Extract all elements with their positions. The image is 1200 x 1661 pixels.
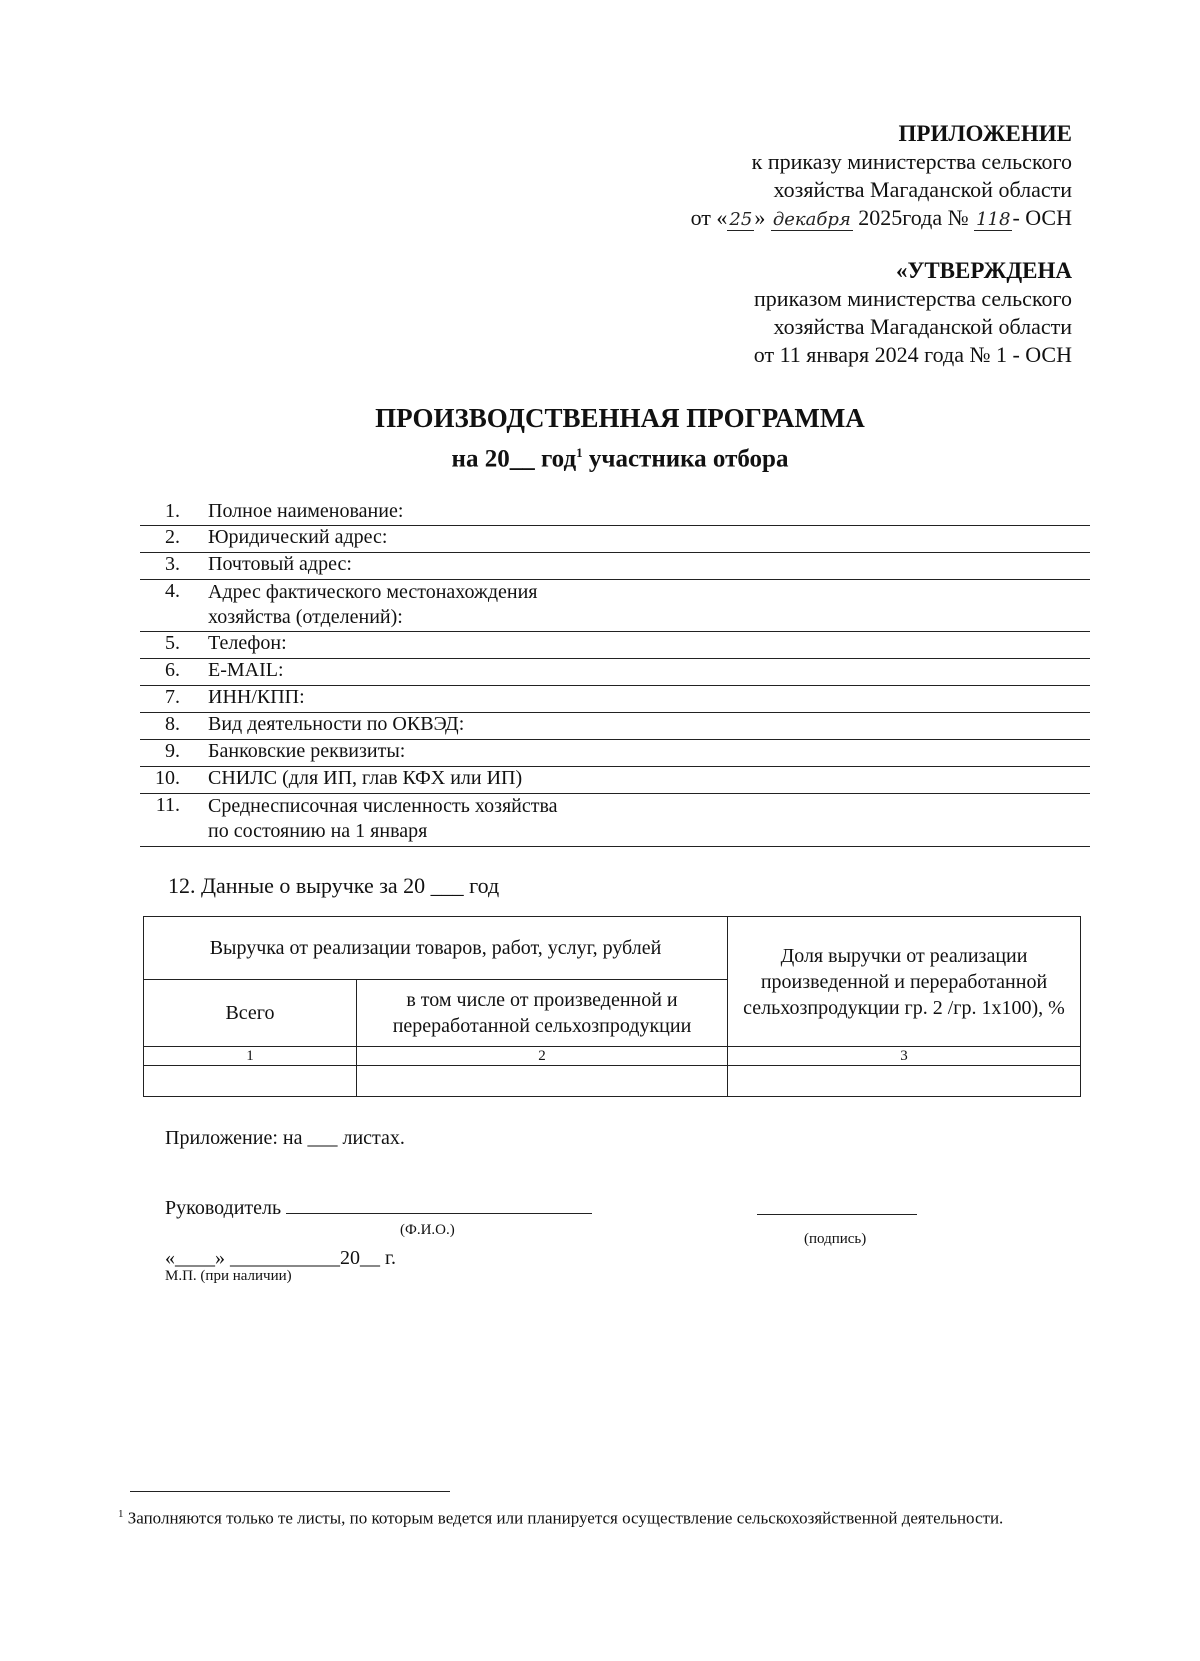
head-label: Руководитель — [165, 1197, 282, 1219]
field-label: Юридический адрес: — [208, 526, 388, 548]
approved-line-1: приказом министерства сельского — [754, 286, 1072, 311]
quote-close: » — [754, 205, 766, 230]
field-number: 11. — [155, 794, 180, 816]
section-12-heading: 12. Данные о выручке за 20 ___ год — [168, 873, 500, 898]
cell-total[interactable] — [144, 1066, 357, 1097]
signature-head — [165, 1197, 592, 1220]
field-row[interactable] — [140, 713, 1090, 740]
approved-header — [754, 257, 1072, 369]
field-label: Адрес фактического местонахождения хозяйства (отделений): — [208, 581, 538, 628]
field-row[interactable] — [140, 632, 1090, 659]
number-suffix: - ОСН — [1012, 205, 1072, 230]
footnote — [118, 1502, 1078, 1531]
column-index-2: 2 — [357, 1047, 728, 1066]
subtitle-prefix: на 20__ год — [451, 445, 577, 473]
cell-share[interactable] — [728, 1066, 1081, 1097]
field-number: 1. — [165, 500, 180, 522]
field-number: 6. — [165, 659, 180, 681]
handwritten-number: 118 — [976, 209, 1011, 230]
field-row[interactable] — [140, 767, 1090, 794]
field-row[interactable] — [140, 526, 1090, 553]
approved-title: «УТВЕРЖДЕНА — [895, 258, 1072, 283]
field-label: E-MAIL: — [208, 659, 284, 681]
field-number: 8. — [165, 713, 180, 735]
footnote-text: Заполняются только те листы, по которым ведется или планируется осуществление сельскохозяйственной деятельности. — [123, 1508, 1004, 1528]
document-subtitle — [0, 445, 1200, 473]
signature-line[interactable] — [757, 1214, 917, 1215]
field-number: 9. — [165, 740, 180, 762]
appendix-line-2: хозяйства Магаданской области — [773, 177, 1072, 202]
appendix-sheets: Приложение: на ___ листах. — [165, 1127, 405, 1149]
field-number: 4. — [165, 580, 180, 602]
header-included: в том числе от произведенной и переработанной сельхозпродукции — [357, 980, 728, 1047]
header-share: Доля выручки от реализации произведенной и переработанной сельхозпродукции гр. 2 /гр. 1х100), % — [728, 917, 1081, 1047]
column-index-1: 1 — [144, 1047, 357, 1066]
year-suffix: года № — [902, 205, 969, 230]
date-line: «____» ___________20__ г. — [165, 1247, 396, 1269]
subtitle-suffix: участника отбора — [582, 445, 789, 473]
field-row[interactable] — [140, 500, 1090, 526]
column-index-3: 3 — [728, 1047, 1081, 1066]
approved-line-3: от 11 января 2024 года № 1 - ОСН — [753, 342, 1072, 367]
handwritten-month: декабря — [772, 209, 851, 230]
footnote-divider — [130, 1491, 450, 1492]
header-total: Всего — [144, 980, 357, 1047]
field-number: 7. — [165, 686, 180, 708]
appendix-line-1: к приказу министерства сельского — [751, 149, 1072, 174]
field-label: Почтовый адрес: — [208, 553, 352, 575]
field-label: Среднесписочная численность хозяйства по состоянию на 1 января — [208, 795, 558, 842]
field-number: 10. — [155, 767, 180, 789]
appendix-title: ПРИЛОЖЕНИЕ — [898, 121, 1072, 146]
fio-line[interactable] — [286, 1213, 592, 1214]
header-revenue: Выручка от реализации товаров, работ, услуг, рублей — [144, 917, 728, 980]
field-list — [140, 500, 1090, 847]
fio-caption: (Ф.И.О.) — [400, 1222, 455, 1238]
field-row[interactable] — [140, 659, 1090, 686]
field-number: 5. — [165, 632, 180, 654]
field-label: Банковские реквизиты: — [208, 740, 406, 762]
footnote-mark: 1 — [118, 1508, 124, 1520]
date-prefix: от « — [690, 205, 728, 230]
field-row[interactable] — [140, 580, 1090, 632]
year: 2025 — [858, 205, 903, 230]
stamp-note: М.П. (при наличии) — [165, 1268, 292, 1284]
field-number: 3. — [165, 553, 180, 575]
field-label: ИНН/КПП: — [208, 686, 305, 708]
field-row[interactable] — [140, 740, 1090, 767]
appendix-header — [691, 120, 1072, 234]
appendix-date-line — [691, 204, 1072, 234]
cell-included[interactable] — [357, 1066, 728, 1097]
field-label: Полное наименование: — [208, 500, 404, 522]
signature-caption: (подпись) — [804, 1231, 867, 1247]
field-label: Телефон: — [208, 632, 287, 654]
approved-line-2: хозяйства Магаданской области — [773, 314, 1072, 339]
field-row[interactable] — [140, 553, 1090, 580]
field-row[interactable] — [140, 794, 1090, 847]
field-row[interactable] — [140, 686, 1090, 713]
handwritten-day: 25 — [729, 209, 753, 230]
document-title: ПРОИЗВОДСТВЕННАЯ ПРОГРАММА — [375, 403, 865, 433]
field-number: 2. — [165, 526, 180, 548]
footnote-ref: 1 — [576, 445, 583, 460]
field-label: Вид деятельности по ОКВЭД: — [208, 713, 465, 735]
field-label: СНИЛС (для ИП, глав КФХ или ИП) — [208, 767, 523, 789]
revenue-table — [143, 916, 1081, 1097]
